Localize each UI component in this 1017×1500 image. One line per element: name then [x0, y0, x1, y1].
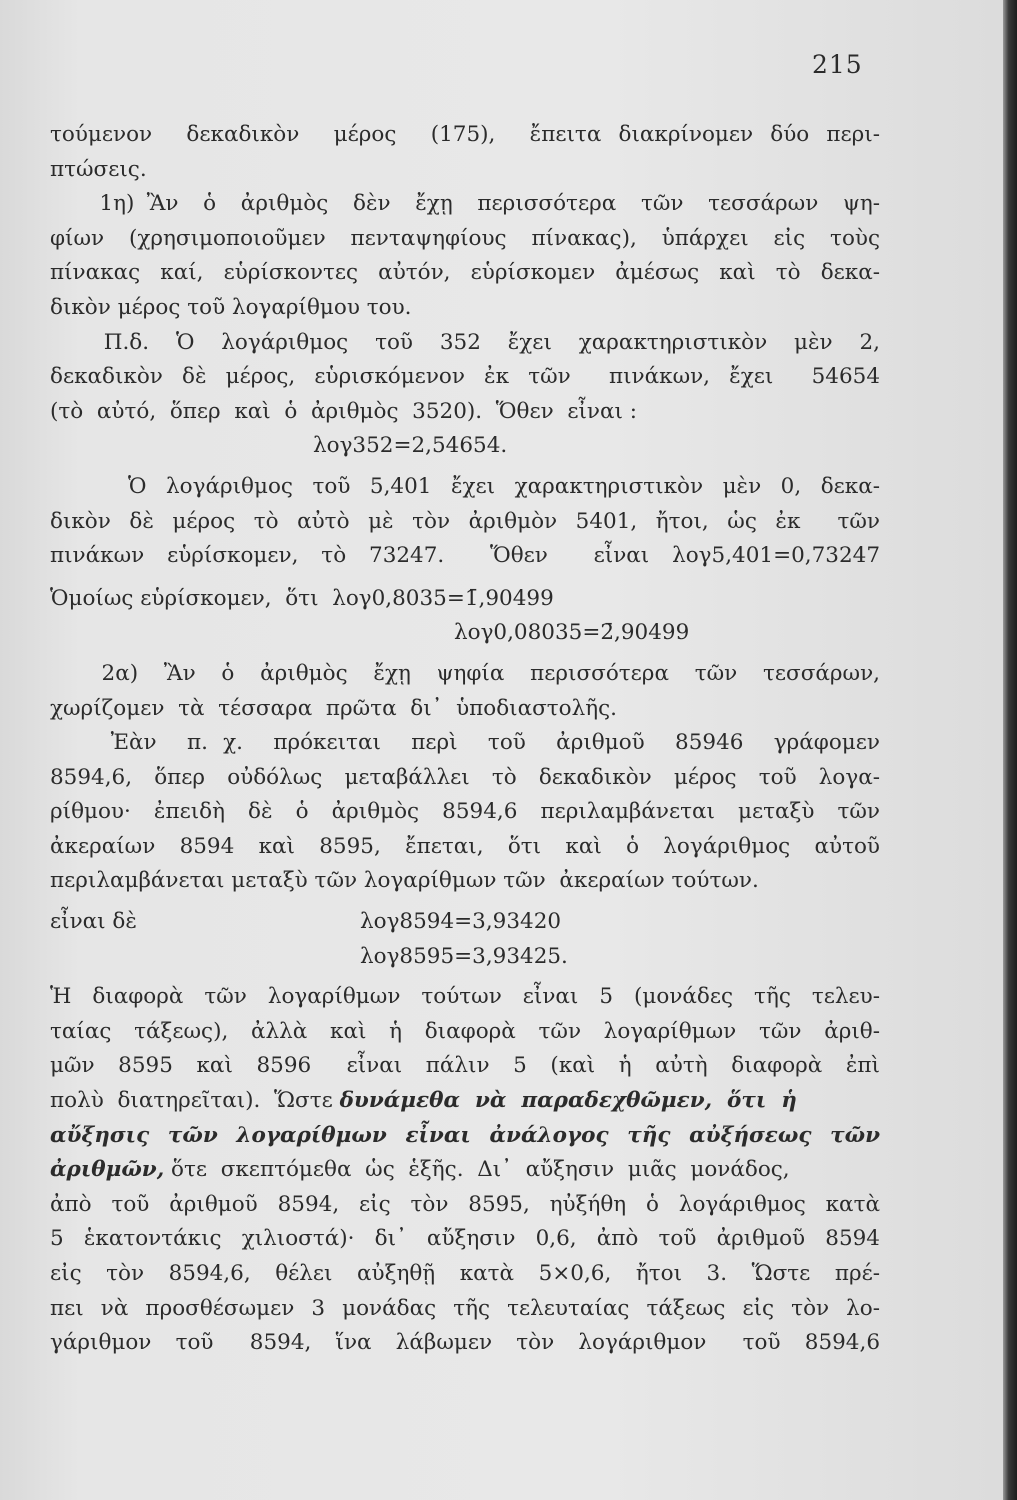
- emphasis-text: ἀριθμῶν,: [50, 1157, 165, 1183]
- text-line: δικὸν μέρος τοῦ λογαρίθμου του.: [50, 294, 412, 320]
- formula-line: λογ8595=3,93425.: [360, 943, 568, 969]
- page-number: 215: [812, 50, 863, 79]
- emphasis-line: αὔξησις τῶν λογαρίθμων εἶναι ἀνάλογος τῆς αὐξήσεως τῶν: [50, 1122, 880, 1148]
- text-line: πίνακας καί, εὑρίσκοντες αὐτόν, εὑρίσκομεν ἀμέσως καὶ τὸ δεκα-: [50, 260, 880, 286]
- text-line: Π.δ. Ὁ λογάριθμος τοῦ 352 ἔχει χαρακτηριστικὸν μὲν 2,: [50, 329, 880, 355]
- formula-line: λογ352=2,54654.: [313, 433, 508, 459]
- text-span: πολὺ διατηρεῖται). Ὥστε: [50, 1088, 333, 1114]
- text-line: ἀκεραίων 8594 καὶ 8595, ἔπεται, ὅτι καὶ ὁ λογάριθμος αὐτοῦ: [50, 833, 880, 859]
- page-edge: [1003, 0, 1017, 1500]
- text-line: ρίθμου· ἐπειδὴ δὲ ὁ ἀριθμὸς 8594,6 περιλαμβάνεται μεταξὺ τῶν: [50, 799, 880, 825]
- text-line: περιλαμβάνεται μεταξὺ τῶν λογαρίθμων τῶν ἀκεραίων τούτων.: [50, 868, 759, 894]
- text-line: (τὸ αὐτό, ὅπερ καὶ ὁ ἀριθμὸς 3520). Ὅθεν εἶναι :: [50, 398, 637, 424]
- text-line: 5 ἑκατοντάκις χιλιοστά)· δι᾿ αὔξησιν 0,6, ἀπὸ τοῦ ἀριθμοῦ 8594: [50, 1226, 880, 1252]
- text-line: ταίας τάξεως), ἀλλὰ καὶ ἡ διαφορὰ τῶν λογαρίθμων τῶν ἀριθ-: [50, 1018, 880, 1044]
- text-line: Ἡ διαφορὰ τῶν λογαρίθμων τούτων εἶναι 5 (μονάδες τῆς τελευ-: [50, 984, 880, 1010]
- formula-line: λογ8594=3,93420: [360, 909, 562, 935]
- text-line: πινάκων εὑρίσκομεν, τὸ 73247. Ὅθεν εἶναι λογ5,401=0,73247: [50, 543, 880, 569]
- text-line: τούμενον δεκαδικὸν μέρος (175), ἔπειτα διακρίνομεν δύο περι-: [50, 122, 880, 147]
- text-line: Ἐὰν π. χ. πρόκειται περὶ τοῦ ἀριθμοῦ 85946 γράφομεν: [50, 730, 880, 756]
- text-line: φίων (χρησιμοποιοῦμεν πενταψηφίους πίνακας), ὑπάρχει εἰς τοὺς: [50, 225, 880, 251]
- text-line: πτώσεις.: [50, 156, 147, 182]
- text-line: δεκαδικὸν δὲ μέρος, εὑρισκόμενον ἐκ τῶν πινάκων, ἔχει 54654: [50, 364, 880, 390]
- formula-line: Ὁμοίως εὑρίσκομεν, ὅτι λογ0,8035=1̄,90499: [50, 585, 554, 611]
- page-body: [50, 118, 880, 1361]
- text-line: εἰς τὸν 8594,6, θέλει αὐξηθῇ κατὰ 5×0,6, ἤτοι 3. Ὥστε πρέ-: [50, 1261, 880, 1286]
- text-line: [50, 1084, 880, 1119]
- text-line: Ὁ λογάριθμος τοῦ 5,401 ἔχει χαρακτηριστικὸν μὲν 0, δεκα-: [50, 473, 880, 499]
- text-line: πει νὰ προσθέσωμεν 3 μονάδας τῆς τελευταίας τάξεως εἰς τὸν λο-: [50, 1295, 880, 1321]
- text-line: εἶναι δὲ: [50, 909, 137, 935]
- text-line: 2α) Ἂν ὁ ἀριθμὸς ἔχῃ ψηφία περισσότερα τῶν τεσσάρων,: [50, 660, 880, 686]
- emphasis-text: δυνάμεθα νὰ παραδεχθῶμεν, ὅτι ἡ: [339, 1088, 797, 1114]
- text-line: 1η) Ἂν ὁ ἀριθμὸς δὲν ἔχῃ περισσότερα τῶν τεσσάρων ψη-: [50, 191, 880, 217]
- text-line: χωρίζομεν τὰ τέσσαρα πρῶτα δι᾿ ὑποδιαστολῆς.: [50, 695, 617, 721]
- text-line: ἀπὸ τοῦ ἀριθμοῦ 8594, εἰς τὸν 8595, ηὐξήθη ὁ λογάριθμος κατὰ: [50, 1191, 880, 1217]
- text-line: μῶν 8595 καὶ 8596 εἶναι πάλιν 5 (καὶ ἡ αὐτὴ διαφορὰ ἐπὶ: [50, 1053, 880, 1079]
- text-line: 8594,6, ὅπερ οὐδόλως μεταβάλλει τὸ δεκαδικὸν μέρος τοῦ λογα-: [50, 764, 880, 790]
- text-line: [50, 1153, 880, 1188]
- text-span: ὅτε σκεπτόμεθα ὡς ἑξῆς. Δι᾿ αὔξησιν μιᾶς μονάδος,: [171, 1157, 790, 1183]
- text-line: δικὸν δὲ μέρος τὸ αὐτὸ μὲ τὸν ἀριθμὸν 5401, ἤτοι, ὡς ἐκ τῶν: [50, 508, 880, 534]
- text-line: γάριθμον τοῦ 8594, ἵνα λάβωμεν τὸν λογάριθμον τοῦ 8594,6: [50, 1330, 880, 1356]
- formula-line: λογ0,08035=2̄,90499: [454, 620, 690, 646]
